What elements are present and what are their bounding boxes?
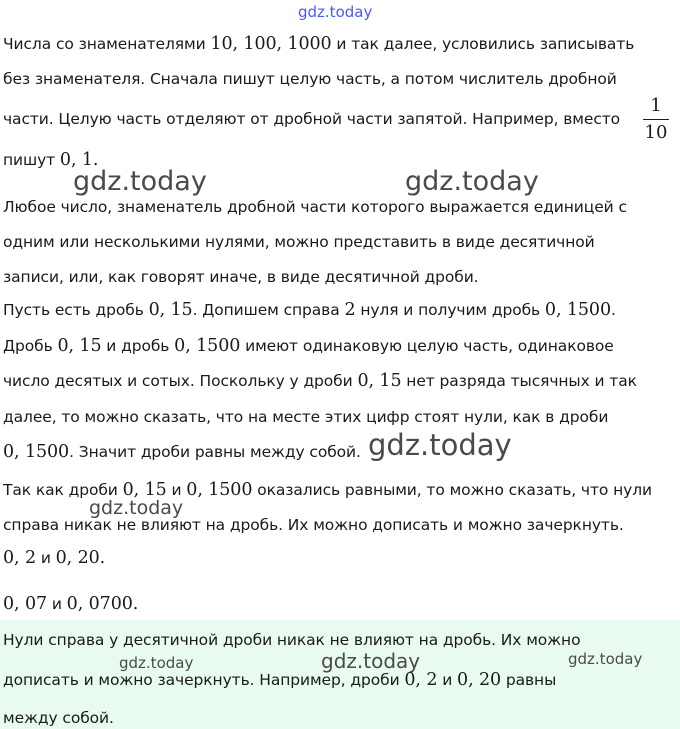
watermark: gdz.today	[73, 166, 207, 197]
text-line: Так как дроби 0, 15 и 0, 1500 оказались равными, то можно сказать, что нули	[3, 480, 652, 500]
math: 0, 15	[148, 300, 193, 320]
watermark-top: gdz.today	[298, 3, 373, 21]
rule-text-line: между собой.	[3, 709, 114, 727]
text-line: пишут 0, 1.	[3, 150, 99, 170]
example-line: 0, 07 и 0, 0700.	[3, 594, 139, 614]
text-line: Дробь 0, 15 и дробь 0, 1500 имеют одинаковую целую часть, одинаковое	[3, 336, 614, 356]
text-line: записи, или, как говорят иначе, в виде десятичной дроби.	[3, 268, 479, 286]
watermark: gdz.today	[321, 649, 421, 673]
watermark: gdz.today	[89, 497, 184, 519]
math: 0, 20	[457, 670, 502, 690]
math: 0, 15	[122, 480, 167, 500]
text-line: Числа со знаменателями 10, 100, 1000 и так далее, условились записывать	[3, 34, 635, 54]
fraction-one-tenth	[641, 94, 671, 145]
watermark: gdz.today	[119, 654, 194, 672]
math: 0, 1500	[174, 336, 241, 356]
math: 10, 100, 1000	[210, 34, 332, 54]
math: 0, 15	[57, 336, 102, 356]
fraction-denominator: 10	[644, 122, 668, 143]
watermark: gdz.today	[368, 428, 512, 462]
math: 0, 2	[404, 670, 438, 690]
text-line: справа никак не влияют на дробь. Их можно дописать и можно зачеркнуть.	[3, 516, 624, 534]
watermark: gdz.today	[405, 166, 539, 197]
math: 0, 07	[3, 594, 48, 614]
text-line: Пусть есть дробь 0, 15. Допишем справа 2 нуля и получим дробь 0, 1500.	[3, 300, 616, 320]
math: 0, 20.	[55, 548, 106, 568]
text-line: далее, то можно сказать, что на месте этих цифр стоят нули, как в дроби	[3, 408, 609, 426]
math: 0, 1.	[59, 150, 99, 170]
text-line: число десятых и сотых. Поскольку у дроби 0, 15 нет разряда тысячных и так	[3, 371, 637, 391]
text-line: 0, 1500. Значит дроби равны между собой.	[3, 442, 361, 462]
text-line: без знаменателя. Сначала пишут целую часть, а потом числитель дробной	[3, 70, 617, 88]
math: 0, 2	[3, 548, 36, 568]
example-line: 0, 2 и 0, 20.	[3, 548, 106, 568]
fraction-numerator: 1	[650, 95, 662, 116]
text-line: одним или несколькими нулями, можно представить в виде десятичной	[3, 233, 595, 251]
math: 0, 1500	[544, 300, 612, 320]
math: 0, 0700.	[66, 594, 139, 614]
math: 0, 1500	[3, 442, 70, 462]
rule-text-line: Нули справа у десятичной дроби никак не влияют на дробь. Их можно	[3, 631, 581, 649]
math: 2	[344, 300, 356, 320]
rule-text-line: дописать и можно зачеркнуть. Например, дроби 0, 2 и 0, 20 равны	[3, 670, 557, 690]
fraction-bar	[643, 119, 669, 120]
text-line: Любое число, знаменатель дробной части которого выражается единицей с	[3, 198, 627, 216]
text-line: части. Целую часть отделяют от дробной части запятой. Например, вместо	[3, 110, 621, 128]
math: 0, 1500	[186, 480, 253, 500]
math: 0, 15	[357, 371, 402, 391]
watermark: gdz.today	[568, 650, 643, 668]
